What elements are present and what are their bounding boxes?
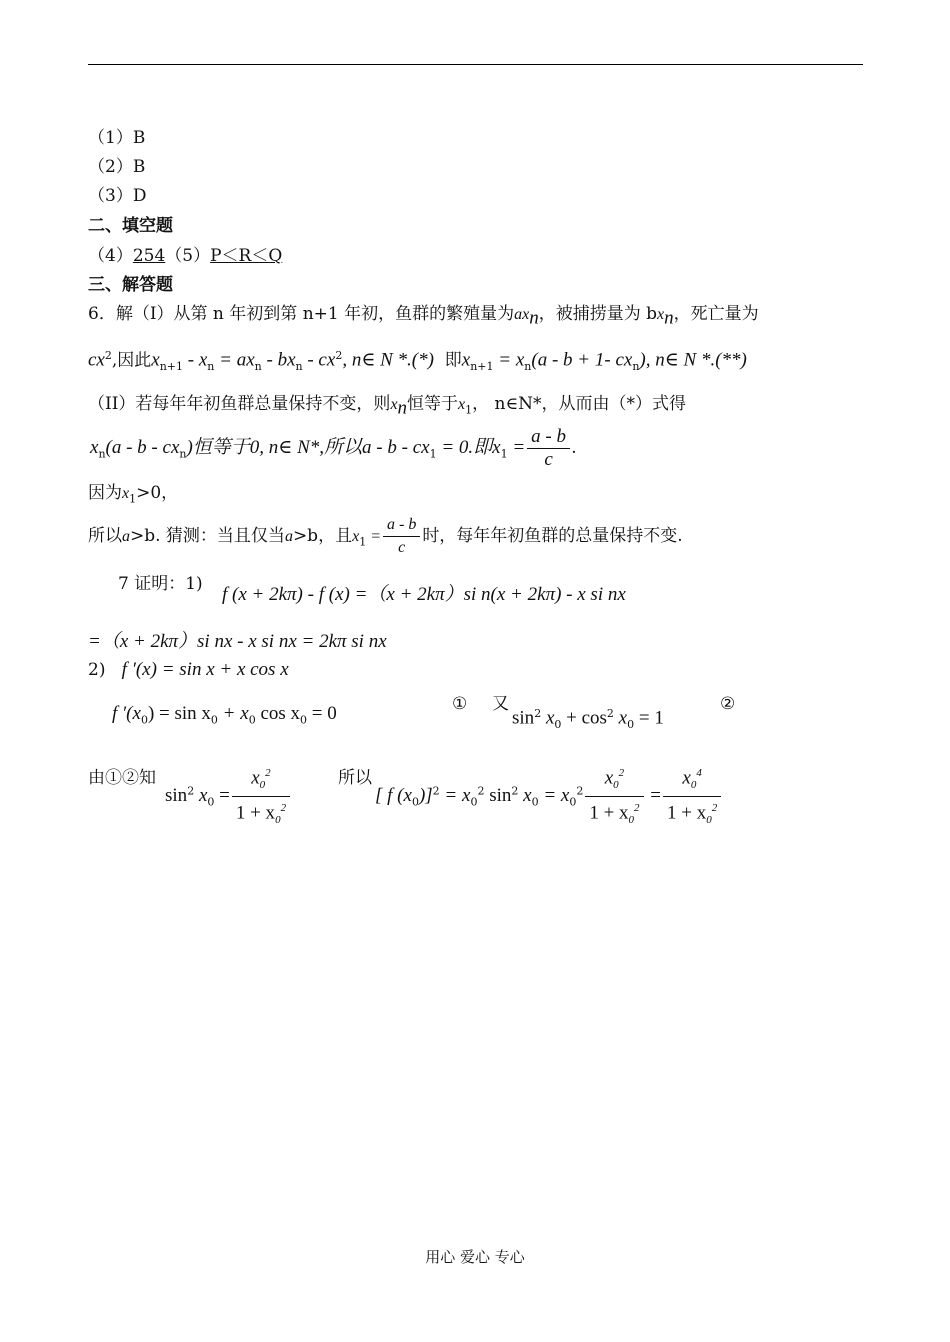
sup: 2 [265, 767, 271, 779]
sub: 0 [569, 795, 577, 809]
fraction [383, 514, 420, 559]
eq-term: x [458, 396, 466, 413]
eq-term: f ′(x) = sin x + x cos x [121, 659, 289, 680]
eq-term: ), n∈ N *.(**) [639, 349, 747, 371]
eq-term: = [507, 437, 526, 458]
eq-term: x [194, 785, 208, 807]
sub: n [207, 360, 215, 374]
q6-part2-text: 恒等于 [407, 394, 459, 414]
sub: n [397, 397, 408, 419]
q7-label: 7 证明：1) [118, 574, 203, 594]
fill-q4: （4） [88, 246, 133, 266]
sub: 0 [531, 795, 539, 809]
fill-q5: （5） [165, 246, 211, 266]
sub: 0 [470, 795, 478, 809]
sub: n [632, 360, 640, 374]
answer-2: （2）B [88, 157, 146, 177]
eq-term: = [645, 785, 662, 807]
q7-line-1 [222, 583, 626, 607]
q7-you: 又 [492, 694, 509, 714]
sub: 0 [706, 814, 712, 827]
eq-term: si n(x + 2kπ) - x si nx [463, 584, 626, 605]
q7-line-5-b [375, 762, 723, 827]
answer-3: （3）D [88, 186, 147, 206]
eq-text: ,因此 [111, 350, 152, 371]
sub: 1 [129, 492, 137, 506]
eq-term: - x [183, 349, 208, 371]
eq-term: a [284, 528, 293, 545]
eq-term: x [518, 785, 532, 807]
sup: 2 [477, 784, 485, 798]
fraction-den: 1 + x [589, 802, 629, 824]
eq-term: = x [439, 785, 471, 807]
q6-text: >b. 猜测：当且仅当 [130, 526, 285, 546]
eq-term: sin [512, 707, 535, 729]
eq-term: f ′(x [112, 703, 141, 724]
eq-term: = ax [214, 349, 255, 371]
sub: n+1 [159, 360, 184, 374]
q6-conclusion [88, 512, 683, 562]
q6-intro-text: 6．解（I）从第 n 年初到第 n+1 年初，鱼群的繁殖量为 [88, 304, 515, 324]
q7-line-5-a [165, 762, 292, 827]
q7-line-3 [88, 658, 289, 682]
eq-term: si nx - x si nx [197, 631, 297, 652]
sub: 0 [300, 713, 308, 727]
fill-a5: P＜R＜Q [210, 246, 283, 266]
eq-term: )恒等于0, n∈ N*,所以a - b - cx [186, 437, 430, 458]
sub: 0 [554, 718, 562, 732]
eq-term: x [390, 396, 398, 413]
fraction-num: x [682, 767, 691, 789]
sub: 1 [359, 535, 367, 549]
sub: n [524, 360, 532, 374]
q6-part2 [88, 392, 686, 422]
eq-term: x [151, 349, 160, 371]
sub: n [179, 447, 187, 461]
q6-part2-text: （II）若每年年初鱼群总量保持不变，则 [88, 394, 391, 414]
q7-identity [512, 702, 664, 737]
q6-axn: ax [514, 306, 530, 323]
eq-term: - cx [302, 349, 336, 371]
sub: 1 [465, 403, 473, 417]
eq-term: = x [538, 785, 570, 807]
q7-line-2 [88, 630, 387, 654]
eq-term: x [613, 707, 628, 729]
sub: 0 [140, 713, 148, 727]
eq-term: (a - b + 1- cx [531, 349, 633, 371]
sup: 2 [711, 802, 718, 815]
q6-bxn: x [657, 306, 665, 323]
sub: 0 [690, 779, 697, 792]
fraction-num: a - b [383, 514, 420, 537]
q6-sub2: n [664, 307, 674, 329]
eq-term: cos x [255, 703, 301, 724]
q6-text: >0， [136, 483, 179, 503]
fraction-den: c [544, 449, 553, 470]
sub: 0 [628, 814, 635, 827]
eq-text: 即 [444, 350, 462, 371]
sup: 4 [696, 767, 702, 779]
sub: 0 [259, 779, 266, 792]
eq-term: cx [88, 349, 105, 371]
eq-term: sin [165, 785, 188, 807]
sub: 0 [275, 814, 281, 827]
eq-term: )] [418, 785, 433, 807]
page-footer: 用心 爱心 专心 [425, 1248, 525, 1266]
fraction-num: a - b [527, 426, 570, 449]
eq-term: = 2kπ si nx [296, 631, 387, 652]
fraction-den: 1 + x [235, 802, 276, 824]
fraction [585, 762, 643, 831]
eq-term: + x [217, 703, 249, 724]
eq-term: a [122, 528, 130, 545]
sup: 2 [618, 767, 625, 779]
fraction-num: x [604, 767, 614, 789]
eq-term: [ f (x [375, 785, 412, 807]
q6-intro-mid: ，被捕捞量为 b [538, 304, 658, 324]
eq-term: . [572, 437, 577, 458]
eq-term: - bx [261, 349, 296, 371]
q6-text: >b，且 [292, 526, 353, 546]
q6-equation-1 [88, 344, 747, 379]
eq-term: f (x + 2kπ) - f (x) = [222, 584, 368, 605]
eq-term: ) = sin x [147, 703, 211, 724]
eq-term: = [214, 785, 230, 807]
sup: 2 [104, 349, 112, 362]
sup: 2 [634, 802, 640, 815]
eq-term: x [541, 707, 555, 729]
fraction [527, 426, 570, 471]
section-fill-title: 二、填空题 [88, 216, 173, 236]
q7-text: 2) [88, 660, 106, 680]
sup: 2 [606, 707, 614, 720]
eq-term: = x [493, 349, 525, 371]
section-solve-title: 三、解答题 [88, 275, 173, 295]
sub: n [254, 360, 262, 374]
eq-term: + cos [561, 707, 607, 729]
eq-term: (a - b - cx [105, 437, 180, 458]
sub: 0 [411, 795, 419, 809]
q6-part2-text: ， n∈N*，从而由（*）式得 [472, 394, 686, 414]
sub: n [295, 360, 303, 374]
fill-answers [88, 244, 282, 268]
q6-sub: n [529, 307, 539, 329]
eq-term: = 0.即x [436, 437, 501, 458]
fraction-den: 1 + x [667, 802, 707, 824]
eq-term: = 0 [307, 703, 337, 724]
sub: 0 [627, 718, 635, 732]
circle-1: ① [452, 694, 468, 714]
eq-term: = 1 [634, 707, 664, 729]
sub: n+1 [470, 360, 494, 374]
eq-term: , n∈ N *.(*) [342, 349, 434, 371]
sub: n [98, 447, 106, 461]
q7-line-5-label: 由①②知 [88, 768, 156, 788]
sup: 2 [432, 784, 440, 798]
sub: 0 [210, 713, 218, 727]
eq-term: = [366, 528, 381, 545]
fraction [663, 762, 721, 831]
q6-intro-mid2: ，死亡量为 [673, 304, 759, 324]
eq-term: x [461, 349, 471, 371]
eq-term: =（x + 2kπ） [88, 631, 198, 652]
q7-line-4 [112, 702, 337, 732]
q6-text: 所以 [88, 526, 122, 546]
fill-a4: 254 [132, 246, 166, 266]
sup: 2 [187, 784, 195, 798]
header-rule [88, 64, 863, 65]
sub: 0 [248, 713, 256, 727]
q6-since [88, 481, 178, 511]
sup: 2 [511, 784, 519, 798]
q6-text: 因为 [88, 483, 122, 503]
sup: 2 [280, 802, 287, 815]
q6-text: 时，每年年初鱼群的总量保持不变. [422, 526, 683, 546]
sub: 1 [500, 447, 508, 461]
fraction-den: c [398, 539, 406, 556]
q7-line-5-so: 所以 [338, 768, 372, 788]
eq-term: （x + 2kπ） [367, 584, 464, 605]
sup: 2 [576, 784, 584, 798]
eq-term: x [122, 485, 130, 502]
eq-term: x [90, 437, 99, 458]
answer-1: （1）B [88, 128, 146, 148]
eq-term: sin [484, 785, 512, 807]
fraction [232, 762, 290, 831]
sup: 2 [534, 707, 542, 720]
sub: 1 [429, 447, 437, 461]
circle-2: ② [720, 694, 736, 714]
sub: 0 [613, 779, 619, 792]
fraction-num: x [251, 767, 260, 789]
q6-intro [88, 302, 759, 330]
q6-equation-2 [90, 424, 577, 474]
sub: 0 [207, 795, 215, 809]
sup: 2 [335, 349, 343, 362]
eq-term: x [352, 528, 360, 545]
